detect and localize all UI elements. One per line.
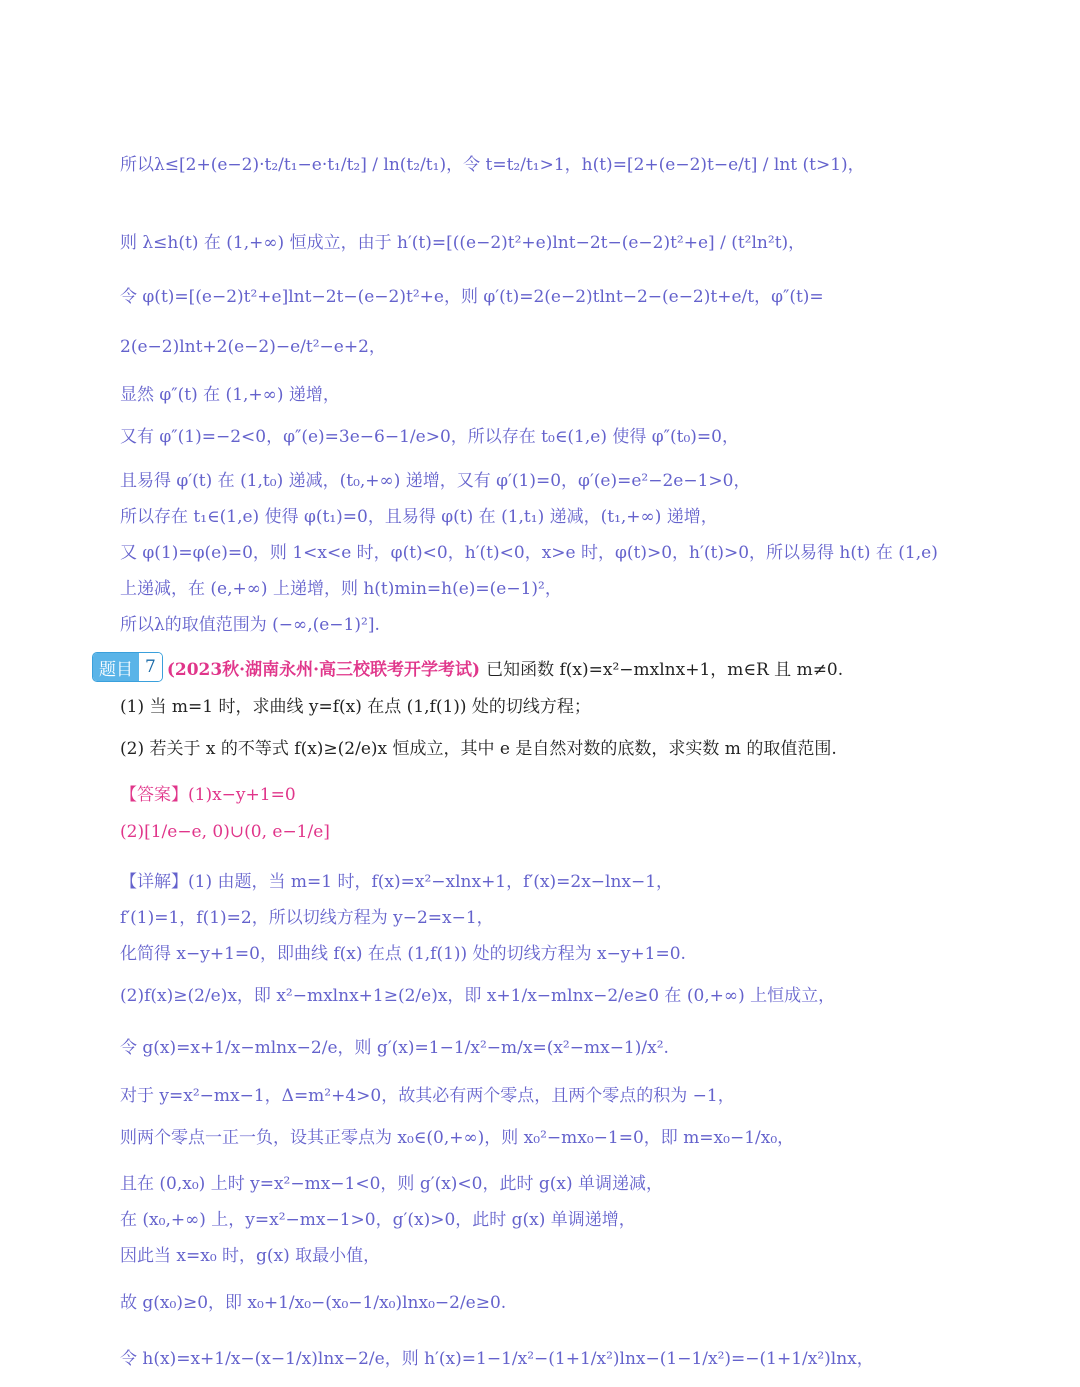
- detail-line: f′(1)=1，f(1)=2，所以切线方程为 y−2=x−1，: [120, 908, 494, 928]
- solution-line: 显然 φ″(t) 在 (1,+∞) 递增，: [120, 385, 340, 405]
- detail-line: (2)f(x)≥(2/e)x，即 x²−mxlnx+1≥(2/e)x，即 x+1/x−mlnx−2/e≥0 在 (0,+∞) 上恒成立，: [120, 986, 836, 1006]
- solution-line: 所以λ的取值范围为 (−∞,(e−1)²].: [120, 615, 380, 635]
- solution-line: 令 φ(t)=[(e−2)t²+e]lnt−2t−(e−2)t²+e，则 φ′(t)=2(e−2)tlnt−2−(e−2)t+e/t，φ″(t)=: [120, 287, 824, 307]
- answer-line-2: (2)[1/e−e, 0)∪(0, e−1/e]: [120, 822, 330, 842]
- detail-line: 化简得 x−y+1=0，即曲线 f(x) 在点 (1,f(1)) 处的切线方程为 x−y+1=0.: [120, 944, 686, 964]
- detail-line: 【详解】(1) 由题，当 m=1 时，f(x)=x²−xlnx+1，f′(x)=2x−lnx−1，: [120, 872, 674, 892]
- solution-line: 又 φ(1)=φ(e)=0，则 1<x<e 时，φ(t)<0，h′(t)<0，x>e 时，φ(t)>0，h′(t)>0，所以易得 h(t) 在 (1,e): [120, 543, 938, 563]
- problem-statement: 已知函数 f(x)=x²−mxlnx+1，m∈R 且 m≠0.: [486, 659, 844, 680]
- detail-line: 在 (x₀,+∞) 上，y=x²−mx−1>0，g′(x)>0，此时 g(x) 单调递增，: [120, 1210, 636, 1230]
- detail-line: 且在 (0,x₀) 上时 y=x²−mx−1<0，则 g′(x)<0，此时 g(x) 单调递减，: [120, 1174, 664, 1194]
- question-2: (2) 若关于 x 的不等式 f(x)≥(2/e)x 恒成立，其中 e 是自然对数的底数，求实数 m 的取值范围.: [120, 739, 837, 759]
- solution-line: 所以λ≤[2+(e−2)·t₂/t₁−e·t₁/t₂] / ln(t₂/t₁)，令 t=t₂/t₁>1，h(t)=[2+(e−2)t−e/t] / lnt (t>1)，: [120, 155, 865, 175]
- problem-header: [92, 652, 1010, 682]
- question-1: (1) 当 m=1 时，求曲线 y=f(x) 在点 (1,f(1)) 处的切线方程；: [120, 697, 591, 717]
- solution-line: 所以存在 t₁∈(1,e) 使得 φ(t₁)=0，且易得 φ(t) 在 (1,t₁) 递减，(t₁,+∞) 递增，: [120, 507, 718, 527]
- solution-line: 且易得 φ′(t) 在 (1,t₀) 递减，(t₀,+∞) 递增，又有 φ′(1)=0，φ′(e)=e²−2e−1>0，: [120, 471, 751, 491]
- solution-line: 2(e−2)lnt+2(e−2)−e/t²−e+2，: [120, 337, 386, 357]
- answer-line-1: 【答案】(1)x−y+1=0: [120, 785, 296, 805]
- problem-source: (2023秋·湖南永州·高三校联考开学考试): [166, 659, 481, 680]
- solution-line: 则 λ≤h(t) 在 (1,+∞) 恒成立，由于 h′(t)=[((e−2)t²+e)lnt−2t−(e−2)t²+e] / (t²ln²t)，: [120, 233, 806, 253]
- detail-line: 对于 y=x²−mx−1，Δ=m²+4>0，故其必有两个零点，且两个零点的积为 −1，: [120, 1086, 735, 1106]
- solution-line: 又有 φ″(1)=−2<0，φ″(e)=3e−6−1/e>0，所以存在 t₀∈(1,e) 使得 φ″(t₀)=0，: [120, 427, 739, 447]
- problem-number: 7: [139, 653, 162, 681]
- problem-tag: [92, 652, 163, 682]
- detail-line: 因此当 x=x₀ 时，g(x) 取最小值，: [120, 1246, 381, 1266]
- solution-line: 上递减，在 (e,+∞) 上递增，则 h(t)min=h(e)=(e−1)²，: [120, 579, 562, 599]
- detail-line: 令 h(x)=x+1/x−(x−1/x)lnx−2/e，则 h′(x)=1−1/x²−(1+1/x²)lnx−(1−1/x²)=−(1+1/x²)lnx，: [120, 1349, 874, 1369]
- detail-line: 则两个零点一正一负，设其正零点为 x₀∈(0,+∞)，则 x₀²−mx₀−1=0，即 m=x₀−1/x₀，: [120, 1128, 795, 1148]
- detail-line: 故 g(x₀)≥0，即 x₀+1/x₀−(x₀−1/x₀)lnx₀−2/e≥0.: [120, 1293, 507, 1313]
- problem-tag-label: 题目: [93, 653, 139, 681]
- detail-line: 令 g(x)=x+1/x−mlnx−2/e，则 g′(x)=1−1/x²−m/x=(x²−mx−1)/x².: [120, 1038, 669, 1058]
